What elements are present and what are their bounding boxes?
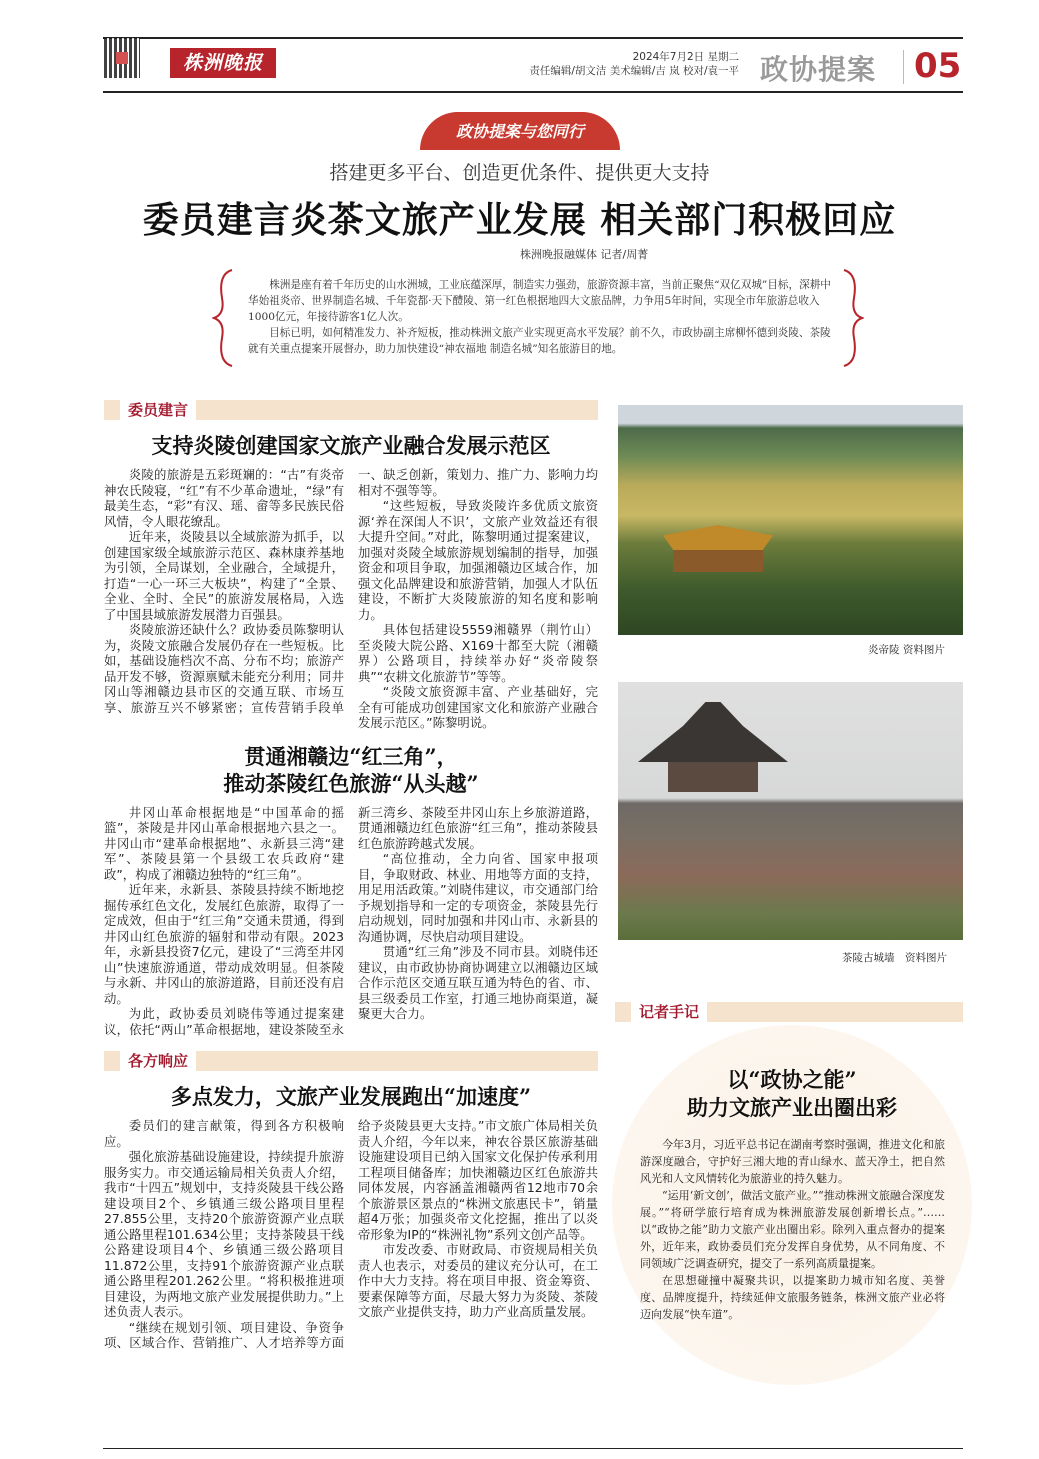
article2-headline (104, 743, 598, 797)
article3-headline: 多点发力，文旅产业发展跑出“加速度” (170, 1084, 532, 1109)
divider (903, 50, 904, 84)
section-bar-reporter-note (615, 1002, 963, 1022)
left-brace-icon (212, 268, 234, 368)
paragraph: 具体包括建设5559湘赣界（荆竹山）至炎陵大院公路、X169十都至大院（湘赣界）公路项目，持续举办好“炎帝陵祭典”“农耕文化旅游节”等等。 (358, 622, 598, 684)
paragraph: 炎陵旅游还缺什么？政协委员陈黎明认为，炎陵文旅融合发展仍存在一些短板。比如，基础设施档次不高、分布不均；旅游产品开发不够，资源禀赋未能充分利用；同井冈山等湘赣边县市区的交通互联、市场互享、旅游互兴不够紧密；宣传营销手段单一、缺乏创新，策划力、推广力、影响力均相对不强等等。 (104, 467, 598, 715)
issue-date: 2024年7月2日 星期二 (632, 51, 739, 63)
article1-headline: 支持炎陵创建国家文旅产业融合发展示范区 (151, 433, 551, 458)
paragraph: “高位推动，全力向省、国家申报项目，争取财政、林业、用地等方面的支持，用足用活政策。”刘晓伟建议，市交通部门给予规划指导和一定的专项资金，茶陵县先行启动规划，同时加强和井冈山市、永新县的沟通协调，尽快启动项目建设。 (358, 851, 598, 944)
newspaper-logo: 株洲晚报 (170, 48, 276, 78)
tower-body (668, 762, 758, 792)
byline: 株洲晚报融媒体 记者/周菁 (520, 248, 649, 261)
headline-line: 以“政协之能” (727, 1067, 857, 1092)
page-title: 委员建言炎茶文旅产业发展 相关部门积极回应 (142, 200, 897, 241)
photo-caption: 茶陵古城墙 资料图片 (842, 952, 947, 964)
headline-line: 助力文旅产业出圈出彩 (687, 1095, 897, 1120)
paragraph: 近年来，炎陵县以全域旅游为抓手，以创建国家级全域旅游示范区、森林康养基地为引领，全局谋划，全业融合，全域提升，打造“一心一环三大板块”，构建了“全景、全业、全时、全民”的旅游发展格局，入选了中国县域旅游发展潜力百强县。 (104, 529, 344, 622)
section-label: 委员建言 (120, 400, 196, 420)
paragraph: 贯通“红三角”涉及不同市县。刘晓伟还建议，由市政协协商协调建立以湘赣边区域合作示范区交通互联互通为特色的省、市、县三级委员工作室，打通三地协商渠道，凝聚更大合力。 (358, 944, 598, 1021)
bottom-rule (103, 1448, 963, 1449)
paragraph: 委员们的建言献策，得到各方积极响应。 (104, 1118, 344, 1149)
article2-body (104, 805, 598, 1038)
section-name: 政协提案 (760, 53, 877, 86)
note-body (640, 1136, 945, 1323)
section-bar-members (104, 400, 598, 420)
note-headline (612, 1066, 972, 1122)
column-banner: 政协提案与您同行 (420, 112, 620, 150)
paragraph: 近年来，永新县、茶陵县持续不断地挖掘传承红色文化，发展红色旅游，取得了一定成效，但由于“红三角”交通未贯通，得到井冈山红色旅游的辐射和带动有限。2023年，永新县投资7亿元，建设了“三湾至井冈山”快速旅游通道，带动成效明显。但茶陵与永新、井冈山的旅游道路，目前还没有启动。 (104, 882, 344, 1006)
paragraph: “继续在规划引领、项目建设、争资争项、区域合作、营销推广、人才培养等方面给予炎陵县更大支持。”市文旅广体局相关负责人介绍，今年以来，神农谷景区旅游基础设施建设项目已纳入国家文化保护传承利用工程项目储备库；加快湘赣边区红色旅游共同体发展，内容涵盖湘赣两省12地市70余个旅游景区景点的“株洲文旅惠民卡”，销量超4万张；加强炎帝文化挖掘，推出了以炎帝形象为IP的“株洲礼物”系列文创产品等。 (104, 1118, 598, 1350)
editors: 责任编辑/胡文洁 美术编辑/吉 岚 校对/袁一平 (529, 65, 739, 77)
qr-code[interactable] (104, 38, 140, 78)
paragraph: “这些短板，导致炎陵许多优质文旅资源‘养在深闺人不识’，文旅产业效益还有很大提升空间。”对此，陈黎明通过提案建议，加强对炎陵全域旅游规划编制的指导，加强资金和项目争取，加强湘赣边区域合作，加强文化品牌建设和旅游营销，加强人才队伍建设，不断扩大炎陵旅游的知名度和影响力。 (358, 498, 598, 622)
paragraph: “运用‘新文创’，做活文旅产业。”“推动株洲文旅融合深度发展。”“将研学旅行培育成为株洲旅游发展创新增长点。”……以“政协之能”助力文旅产业出圈出彩。除列入重点督办的提案外，近年来，政协委员们充分发挥自身优势，从不同角度、不同领域广泛调查研究，提交了一系列高质量提案。 (640, 1189, 945, 1270)
intro-paragraph: 目标已明，如何精准发力、补齐短板，推动株洲文旅产业实现更高水平发展？前不久，市政协副主席柳怀德到炎陵、茶陵就有关重点提案开展督办，助力加快建设“神农福地 制造名城”知名旅游目的地。 (248, 327, 831, 355)
section-bar-responses (104, 1051, 598, 1071)
temple-building (673, 550, 763, 572)
temple-roof (663, 525, 773, 551)
top-rule (103, 37, 963, 39)
issue-meta (529, 50, 739, 78)
yandi-mausoleum-photo (618, 405, 963, 635)
paragraph: 市发改委、市财政局、市资规局相关负责人也表示，对委员的建议充分认可，在工作中大力支持。将在项目申报、资金筹资、要素保障等方面，尽最大努力为炎陵、茶陵文旅产业提供支持，助力产业高质量发展。 (358, 1242, 598, 1319)
intro-text (248, 277, 838, 357)
article3-body (104, 1118, 598, 1351)
tower-roof (638, 702, 788, 762)
headline-line: 贯通湘赣边“红三角”， (244, 743, 458, 769)
paragraph: 炎陵的旅游是五彩斑斓的：“古”有炎帝神农氏陵寝，“红”有不少革命遗址，“绿”有最美生态，“彩”有汉、瑶、畲等多民族民俗风情，令人眼花缭乱。 (104, 467, 344, 529)
masthead-rule (103, 91, 963, 93)
chaling-city-wall-photo (618, 682, 963, 940)
left-column (104, 400, 598, 1351)
intro-paragraph: 株洲是座有着千年历史的山水洲城，工业底蕴深厚，制造实力强劲，旅游资源丰富，当前正聚焦“双亿双城”目标，深耕中华始祖炎帝、世界制造名城、千年瓷都·天下醴陵、第一红色根据地四大文旅品牌，力争用5年时间，实现全市年旅游总收入1000亿元，年接待游客1亿人次。 (248, 279, 831, 323)
paragraph: 在思想碰撞中凝聚共识，以提案助力城市知名度、美誉度、品牌度提升，持续延伸文旅服务链条，株洲文旅产业必将迈向发展“快车道”。 (640, 1274, 945, 1321)
paragraph: 井冈山革命根据地是“中国革命的摇篮”，茶陵是井冈山革命根据地六县之一。井冈山市“建革命根据地”、永新县三湾“建军”、茶陵县第一个县级工农兵政府“建政”，构成了湘赣边独特的“红三角”。 (104, 804, 344, 882)
spacer (104, 1037, 598, 1051)
subtitle: 搭建更多平台、创造更优条件、提供更大支持 (329, 162, 710, 184)
photo-caption: 炎帝陵 资料图片 (868, 644, 945, 656)
paragraph: 强化旅游基础设施建设，持续提升旅游服务实力。市交通运输局相关负责人介绍，我市“十四五”规划中，支持炎陵县干线公路建设项目2个、乡镇通三级公路项目里程27.855公里，支持20个旅游资源产业点联通公路里程101.634公里；支持茶陵县干线公路建设项目4个、乡镇通三级公路项目11.872公里，支持91个旅游资源产业点联通公路里程201.262公里。“将积极推进项目建设，为两地文旅产业发展提供助力。”上述负责人表示。 (104, 1149, 344, 1319)
article1-body (104, 467, 598, 731)
section-label: 各方响应 (120, 1051, 196, 1071)
paragraph: 为此，政协委员刘晓伟等通过提案建议，依托“两山”革命根据地，建设茶陵至永新三湾乡、茶陵至井冈山东上乡旅游道路，贯通湘赣边红色旅游“红三角”，推动茶陵县红色旅游跨越式发展。 (104, 804, 598, 1037)
section-label: 记者手记 (631, 1002, 707, 1022)
paragraph: 今年3月，习近平总书记在湖南考察时强调，推进文化和旅游深度融合，守护好三湘大地的青山绿水、蓝天净土，把自然风光和人文风情转化为旅游业的持久魅力。 (640, 1138, 945, 1185)
page-number: 05 (914, 46, 962, 86)
headline-line: 推动茶陵红色旅游“从头越” (223, 770, 479, 796)
paragraph: “炎陵文旅资源丰富、产业基础好，完全有可能成功创建国家文化和旅游产业融合发展示范区。”陈黎明说。 (358, 684, 598, 730)
right-brace-icon (842, 268, 864, 368)
